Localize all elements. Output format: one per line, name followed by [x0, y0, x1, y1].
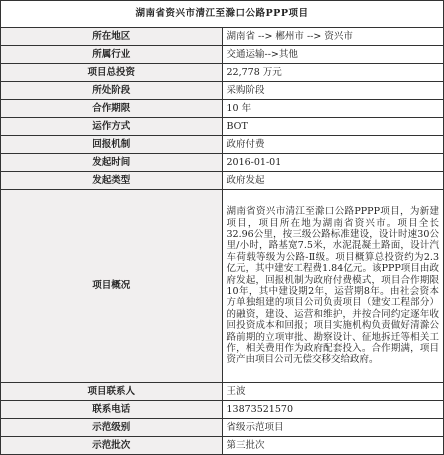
- row-label: 示范批次: [1, 437, 223, 455]
- stage-value: 采购阶段: [222, 82, 444, 100]
- row-label: 合作期限: [1, 100, 223, 118]
- table-row: [1, 118, 444, 136]
- table-row: [1, 46, 444, 64]
- overview-row: [1, 190, 444, 383]
- row-label: 示范级别: [1, 419, 223, 437]
- investment-value: 22,778 万元: [222, 64, 444, 82]
- contact-phone-value: 13873521570: [222, 401, 444, 419]
- row-label: 运作方式: [1, 118, 223, 136]
- title-row: [1, 1, 444, 28]
- overview-label: 项目概况: [1, 190, 223, 383]
- demo-batch-value: 第三批次: [222, 437, 444, 455]
- table-row: [1, 136, 444, 154]
- table-row: [1, 64, 444, 82]
- table-row: [1, 82, 444, 100]
- operation-mode-value: BOT: [222, 118, 444, 136]
- contact-person-value: 王波: [222, 383, 444, 401]
- region-value: 湖南省 --> 郴州市 --> 资兴市: [222, 28, 444, 46]
- overview-text: 湖南省资兴市清江至滁口公路PPPP项目，为新建项目，项目所在地为湖南省资兴市。项目全长32.96公里，按三级公路标准建设，设计时速30公里/小时，路基宽7.5米，水泥混凝土路面，设计汽车荷载等级为公路-Ⅱ级。项目概算总投资约为2.3亿元，其中建安工程费1.84亿元。该PPP项目由政府发起，回报机制为政府付费模式，项目合作期限10年，其中建设期2年，运营期8年。由社会资本方单独组建的项目公司负责项目（建安工程部分）的融资，建设、运营和维护，并按合同约定逐年收回投资成本和回报；项目实施机构负责做好清滁公路前期的立项审批、勘察设计、征地拆迁等相关工作，相关费用作为政府配套投入。合作期满，项目资产由项目公司无偿交移交给政府。: [222, 190, 444, 383]
- row-label: 项目总投资: [1, 64, 223, 82]
- row-label: 发起类型: [1, 172, 223, 190]
- row-label: 回报机制: [1, 136, 223, 154]
- table-row: [1, 419, 444, 437]
- table-row: [1, 100, 444, 118]
- page-title: 湖南省资兴市清江至滁口公路PPP项目: [1, 1, 444, 28]
- term-value: 10 年: [222, 100, 444, 118]
- table-row: [1, 172, 444, 190]
- table-row: [1, 154, 444, 172]
- row-label: 项目联系人: [1, 383, 223, 401]
- row-label: 联系电话: [1, 401, 223, 419]
- table-row: [1, 437, 444, 455]
- row-label: 所在地区: [1, 28, 223, 46]
- initiation-type-value: 政府发起: [222, 172, 444, 190]
- row-label: 发起时间: [1, 154, 223, 172]
- demo-level-value: 省级示范项目: [222, 419, 444, 437]
- row-label: 所属行业: [1, 46, 223, 64]
- table-row: [1, 28, 444, 46]
- initiation-date-value: 2016-01-01: [222, 154, 444, 172]
- return-mechanism-value: 政府付费: [222, 136, 444, 154]
- table-row: [1, 383, 444, 401]
- table-row: [1, 401, 444, 419]
- industry-value: 交通运输-->其他: [222, 46, 444, 64]
- row-label: 所处阶段: [1, 82, 223, 100]
